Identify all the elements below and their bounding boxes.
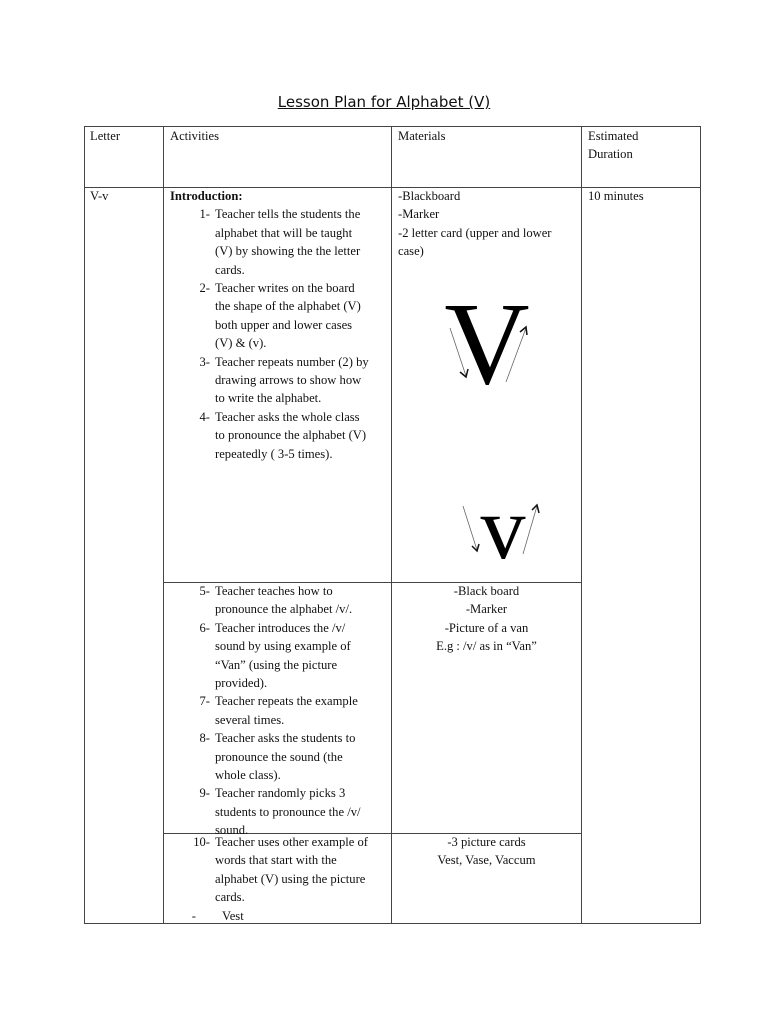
section1-activities [170, 187, 392, 463]
arrow-line [463, 506, 477, 550]
table-border-left [84, 126, 85, 924]
lowercase-v-letter-card [455, 488, 550, 563]
uppercase-v-letter-card [436, 280, 546, 395]
lowercase-v-glyph: v [480, 488, 526, 563]
step-item: 4 - Teacher asks the whole class to pronounce the alphabet (V) repeatedly ( 3-5 times). [170, 408, 392, 463]
header-activities: Activities [170, 129, 219, 143]
column-divider-3 [581, 126, 582, 924]
step-number: 10 - [170, 833, 210, 851]
introduction-heading: Introduction: [170, 189, 243, 203]
section2-steps [170, 582, 392, 840]
header-letter: Letter [90, 129, 121, 143]
example-word-item: - Vest [170, 907, 392, 925]
step-item: 10 - Teacher uses other example of words that start with the alphabet (V) using the picture cards. [170, 833, 392, 907]
step-number: 1 - [170, 205, 210, 223]
page-title: Lesson Plan for Alphabet (V) [277, 93, 491, 111]
header-duration-line2: Duration [588, 147, 633, 162]
header-materials: Materials [398, 129, 446, 143]
section1-steps [170, 205, 392, 463]
step-number: 9 - [170, 784, 210, 802]
step-item: 8 - Teacher asks the students to pronounce the sound (the whole class). [170, 729, 392, 784]
step-item: 5 - Teacher teaches how to pronounce the alphabet /v/. [170, 582, 392, 619]
step-number: 7 - [170, 692, 210, 710]
section2-materials: -Black board -Marker -Picture of a van E.g : /v/ as in “Van” [436, 584, 537, 654]
letter-cell: V-v [90, 189, 109, 203]
section1-materials: -Blackboard -Marker -2 letter card (upper and lower case) [398, 189, 552, 259]
section2-activities [170, 582, 392, 840]
step-number: 2 - [170, 279, 210, 297]
header-duration-line1: Estimated [588, 129, 639, 143]
step-item: 9 - Teacher randomly picks 3 students to pronounce the /v/ sound. [170, 784, 392, 839]
step-number: 6 - [170, 619, 210, 637]
section3-activities [170, 833, 392, 925]
step-item: 2 - Teacher writes on the board the shape of the alphabet (V) both upper and lower cases (V) & (v). [170, 279, 392, 353]
step-number: 4 - [170, 408, 210, 426]
step-number: 3 - [170, 353, 210, 371]
column-divider-1 [163, 126, 164, 924]
step-number: 8 - [170, 729, 210, 747]
bullet-dash: - [191, 908, 196, 923]
header-duration [588, 127, 638, 164]
step-item: 7 - Teacher repeats the example several times. [170, 692, 392, 729]
section3-materials: -3 picture cards Vest, Vase, Vaccum [437, 835, 536, 868]
step-number: 5 - [170, 582, 210, 600]
table-border-right [700, 126, 701, 924]
step-item: 6 - Teacher introduces the /v/ sound by using example of “Van” (using the picture provided). [170, 619, 392, 693]
section3-steps [170, 833, 392, 925]
step-item: 3 - Teacher repeats number (2) by drawing arrows to show how to write the alphabet. [170, 353, 392, 408]
uppercase-v-glyph: V [444, 280, 530, 395]
step-item: 1 - Teacher tells the students the alphabet that will be taught (V) by showing the the letter cards. [170, 205, 392, 279]
duration-cell: 10 minutes [588, 189, 644, 203]
